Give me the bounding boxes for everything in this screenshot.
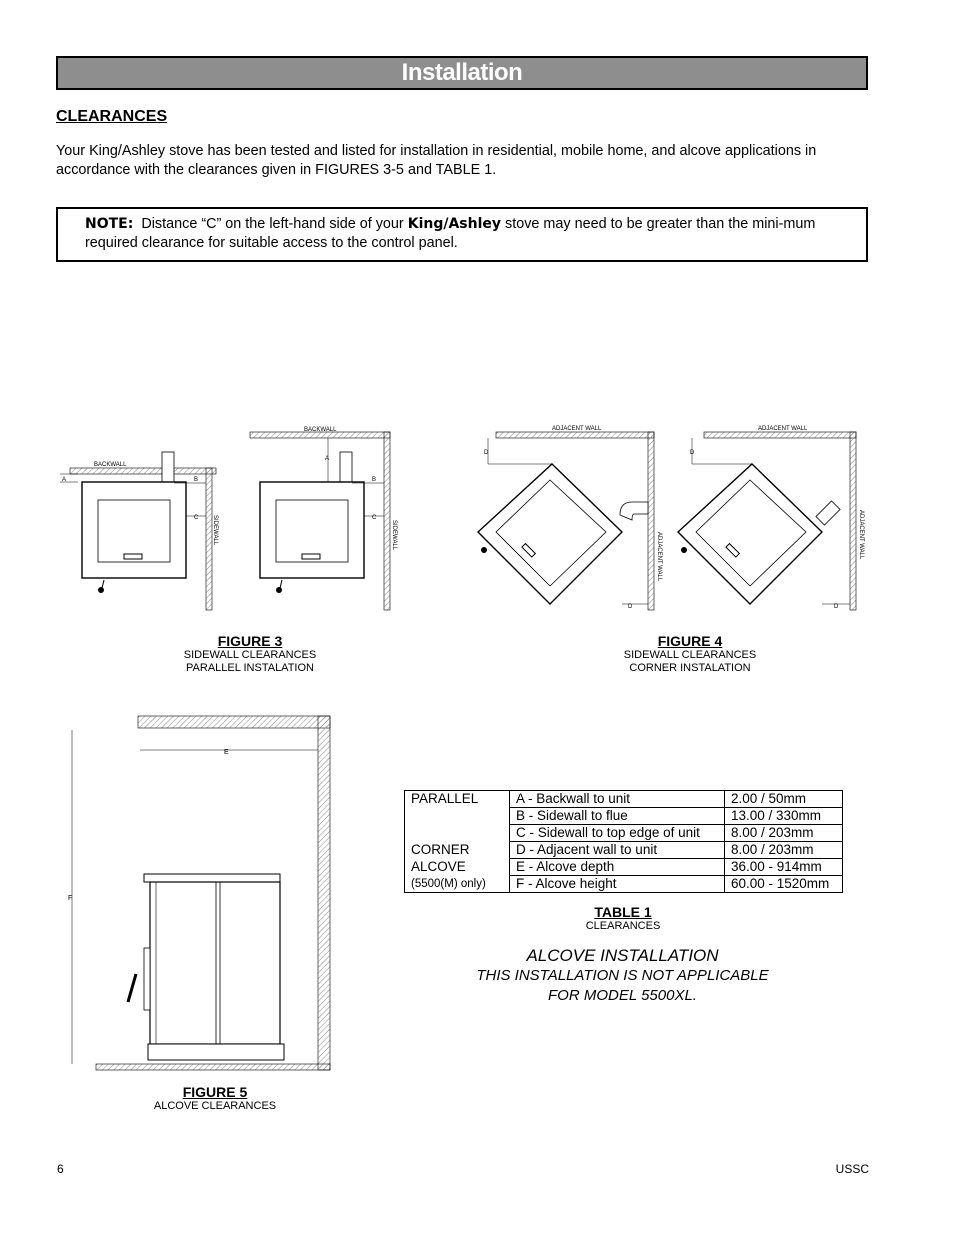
- fig5-label-e: E: [224, 749, 229, 756]
- table-row: [405, 842, 843, 859]
- fig3-sidewall-label-1: SIDEWALL: [212, 515, 218, 546]
- figure5-sub1: ALCOVE CLEARANCES: [153, 1100, 277, 1112]
- figure4-title: FIGURE 4: [657, 633, 723, 649]
- fig4-label-d-3: D: [690, 450, 695, 456]
- figure4-caption: [590, 633, 790, 675]
- figure4-drawing: [470, 420, 865, 615]
- fig4-adjacent-label-1: ADJACENT WALL: [552, 426, 602, 432]
- table-row: [405, 876, 843, 893]
- figure5-caption: [115, 1084, 315, 1113]
- footer-brand: USSC: [835, 1162, 869, 1176]
- table-cell: 60.00 - 1520mm: [725, 876, 843, 893]
- fig4-adjacent-side-2: ADJACENT WALL: [858, 510, 864, 560]
- table-cell: 13.00 / 330mm: [725, 808, 843, 825]
- figure5-title: FIGURE 5: [182, 1084, 248, 1100]
- table1-caption: [523, 904, 723, 933]
- figure4-sub1: SIDEWALL CLEARANCES: [623, 649, 757, 661]
- table-row: [405, 859, 843, 876]
- alcove-line2: FOR MODEL 5500XL.: [548, 987, 697, 1004]
- fig4-label-d-2: D: [628, 604, 633, 610]
- cat-parallel: PARALLEL: [405, 791, 510, 842]
- section-heading: CLEARANCES: [56, 108, 168, 125]
- figure4-sub2: CORNER INSTALATION: [629, 662, 751, 674]
- page-number: 6: [57, 1162, 64, 1176]
- note-box: [56, 207, 868, 262]
- fig3-backwall-label-1: BACKWALL: [94, 462, 127, 468]
- fig4-label-d-4: D: [834, 604, 839, 610]
- table-cell: 8.00 / 203mm: [725, 825, 843, 842]
- figure5-drawing: [64, 712, 336, 1076]
- alcove-heading: ALCOVE INSTALLATION: [526, 946, 719, 965]
- page-title: Installation: [56, 56, 868, 90]
- fig4-adjacent-label-2: ADJACENT WALL: [758, 426, 808, 432]
- fig3-label-b-1: B: [194, 477, 199, 483]
- table-cell: 36.00 - 914mm: [725, 859, 843, 876]
- fig3-label-c-2: C: [372, 515, 377, 521]
- figure3-caption: [150, 633, 350, 675]
- table-cell: C - Sidewall to top edge of unit: [510, 825, 725, 842]
- alcove-note: [450, 966, 795, 1006]
- note-brand: King/Ashley: [407, 216, 502, 232]
- table-cell: F - Alcove height: [510, 876, 725, 893]
- figure3-drawing: [56, 420, 401, 615]
- fig3-label-a-2: A: [325, 456, 330, 462]
- fig3-label-a-1: A: [62, 477, 67, 483]
- table-cell: A - Backwall to unit: [510, 791, 725, 808]
- fig5-label-f: F: [68, 895, 73, 902]
- cat-corner: CORNER: [405, 842, 510, 859]
- note-text-after: stove may need to be greater than the mini-mum required clearance for suitable access to the control panel.: [85, 216, 816, 251]
- figure3-sub1: SIDEWALL CLEARANCES: [183, 649, 317, 661]
- figure3-sub2: PARALLEL INSTALATION: [186, 662, 314, 674]
- clearances-table: [404, 790, 843, 893]
- fig3-sidewall-label-2: SIDEWALL: [391, 520, 397, 551]
- cat-alcove: ALCOVE: [405, 859, 510, 876]
- table1-title: TABLE 1: [594, 904, 652, 920]
- fig4-label-d-1: D: [484, 450, 489, 456]
- fig4-adjacent-side-1: ADJACENT WALL: [656, 532, 662, 582]
- fig3-backwall-label-2: BACKWALL: [304, 427, 337, 433]
- table-cell: 2.00 / 50mm: [725, 791, 843, 808]
- table-cell: D - Adjacent wall to unit: [510, 842, 725, 859]
- note-label: NOTE:: [85, 216, 134, 232]
- table-row: [405, 791, 843, 808]
- fig3-label-c-1: C: [194, 515, 199, 521]
- table-cell: B - Sidewall to flue: [510, 808, 725, 825]
- figure3-title: FIGURE 3: [217, 633, 283, 649]
- intro-paragraph: Your King/Ashley stove has been tested and listed for installation in residential, mobile home, and alcove applications in accordance with the clearances given in FIGURES 3-5 and TABLE 1.: [56, 143, 817, 178]
- fig3-label-b-2: B: [372, 477, 377, 483]
- cat-alcove-note: (5500(M) only): [405, 876, 510, 893]
- alcove-line1: THIS INSTALLATION IS NOT APPLICABLE: [476, 967, 769, 984]
- table1-subtitle: CLEARANCES: [585, 920, 661, 932]
- table-cell: 8.00 / 203mm: [725, 842, 843, 859]
- table-cell: E - Alcove depth: [510, 859, 725, 876]
- note-text-before: Distance “C” on the left-hand side of your: [141, 216, 404, 232]
